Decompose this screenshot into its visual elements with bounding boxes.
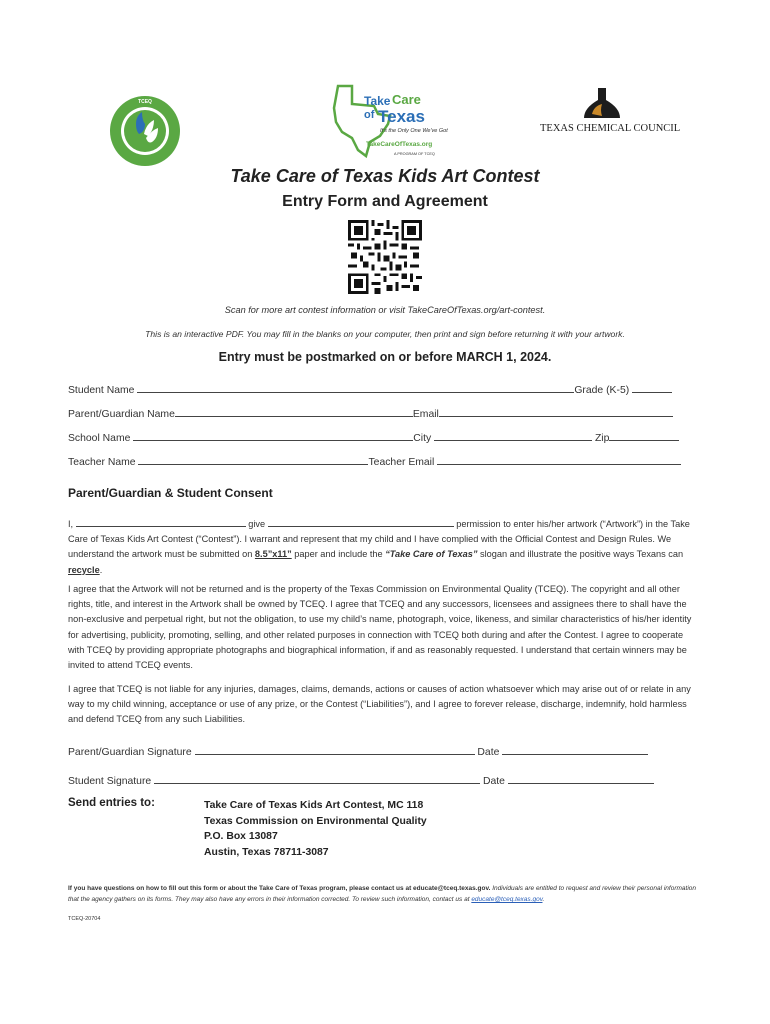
grade-field[interactable]	[632, 382, 672, 393]
consent-i: I,	[68, 519, 74, 529]
student-name-label: Student Name	[68, 385, 135, 396]
recycle-theme: recycle	[68, 564, 100, 575]
parent-signature-field[interactable]	[195, 744, 475, 755]
student-date-label: Date	[482, 776, 505, 787]
send-entries-label: Send entries to:	[68, 797, 155, 809]
parent-info-row	[68, 406, 673, 420]
grade-label: Grade (K-5)	[574, 385, 630, 396]
parent-consent-name-field[interactable]	[76, 516, 246, 527]
paper-size: 8.5”x11”	[254, 549, 292, 560]
footer-privacy: Individuals are entitled to request and review their personal information that the agency gathers on its forms. They may also have any errors in their information corrected. To review such information, contact us at	[68, 885, 697, 903]
tcot-of: of	[364, 109, 375, 121]
consent-paragraph-3: I agree that TCEQ is not liable for any injuries, damages, claims, demands, actions or causes of action whatsoever which may arise out of or relate in any way to my child winning, acceptance or use of any prize, or the Contest (“Liabilities”), and I agree to forever release, discharge, indemnify, hold harmless and defend TCEQ from any such Liabilities.	[68, 684, 691, 725]
take-care-of-texas-logo	[330, 80, 460, 160]
deadline-notice: Entry must be postmarked on or before MARCH 1, 2024.	[218, 350, 552, 364]
student-info-row	[68, 382, 672, 396]
tcot-take: Take	[364, 94, 391, 108]
page-subtitle: Entry Form and Agreement	[282, 193, 488, 210]
school-info-row	[68, 430, 679, 444]
consent-text-d: .	[99, 564, 103, 575]
interactive-pdf-note: This is an interactive PDF. You may fill in the blanks on your computer, then print and sign before returning it with your artwork.	[145, 329, 625, 339]
consent-paragraph-2: I agree that the Artwork will not be returned and is the property of the Texas Commission on Environmental Quality (TCEQ). The copyright and all other rights, title, and interest in the Artwork shall be owned by TCEQ. I agree that TCEQ and any successors, licensees and assignees there to shall have the non-exclusive and perpetual right, but not the obligation, to use my child’s name, photograph, voice, likeness, and similar characteristics of his/her identity for advertising, publicity, promoting, selling, and other related purposes in connection with TCEQ both during and after the Contest. I agree to cooperate with TCEQ by providing appropriate photographs and biographical information, if and as reasonably requested. I understand that certain winners may be invited to attend TCEQ events.	[68, 584, 692, 671]
tcot-url: TakeCareOfTexas.org	[366, 141, 433, 148]
student-signature-label: Student Signature	[68, 776, 152, 787]
teacher-info-row	[68, 454, 681, 468]
school-name-field[interactable]	[133, 430, 413, 441]
consent-text-b: paper and include the	[291, 549, 386, 560]
qr-code[interactable]	[348, 220, 422, 294]
zip-label: Zip	[594, 433, 610, 444]
parent-signature-label: Parent/Guardian Signature	[68, 747, 192, 758]
mailing-address	[204, 798, 427, 860]
consent-give: give	[248, 519, 266, 529]
student-signature-field[interactable]	[154, 773, 480, 784]
student-name-field[interactable]	[137, 382, 574, 393]
tceq-ring-text: TCEQ	[138, 99, 152, 105]
parent-name-field[interactable]	[175, 406, 413, 417]
tcot-care: Care	[392, 92, 421, 107]
student-signature-row	[68, 773, 654, 787]
texas-chemical-council-logo	[540, 86, 690, 136]
email-field[interactable]	[439, 406, 673, 417]
footer-email-link[interactable]: educate@tceq.texas.gov	[471, 896, 543, 903]
footer-note	[68, 883, 708, 905]
tcot-texas: Texas	[378, 107, 425, 126]
tcot-program: A PROGRAM OF TCEQ	[394, 152, 435, 156]
form-code: TCEQ-20704	[68, 916, 101, 922]
address-line-3: P.O. Box 13087	[204, 831, 278, 842]
parent-signature-row	[68, 744, 648, 758]
parent-name-label: Parent/Guardian Name	[68, 409, 175, 420]
parent-date-field[interactable]	[502, 744, 648, 755]
slogan: “Take Care of Texas”	[385, 549, 478, 560]
child-consent-name-field[interactable]	[268, 516, 454, 527]
address-line-4: Austin, Texas 78711-3087	[204, 846, 329, 858]
consent-text-a: permission to enter his/her artwork (“Artwork”) in the Take Care of Texas Kids Art Contest (“Contest”). I warrant and represent that my child and I have complied with the Official Contest and Design Rules. We understand the artwork must be submitted on	[68, 519, 690, 560]
scan-instructions: Scan for more art contest information or visit TakeCareOfTexas.org/art-contest.	[224, 305, 546, 315]
consent-paragraph-1	[68, 516, 700, 578]
school-name-label: School Name	[68, 433, 131, 444]
student-date-field[interactable]	[508, 773, 654, 784]
email-label: Email	[412, 409, 439, 420]
tcc-name: TEXAS CHEMICAL COUNCIL	[540, 123, 681, 134]
address-line-2: Texas Commission on Environmental Quality	[204, 815, 427, 827]
tceq-logo	[108, 94, 182, 168]
city-field[interactable]	[434, 430, 592, 441]
parent-date-label: Date	[477, 747, 500, 758]
zip-field[interactable]	[609, 430, 679, 441]
footer-contact: If you have questions on how to fill out this form or about the Take Care of Texas program, please contact us at educate@tceq.texas.gov.	[68, 885, 491, 892]
teacher-email-field[interactable]	[437, 454, 681, 465]
address-line-1: Take Care of Texas Kids Art Contest, MC 118	[204, 800, 424, 811]
footer-end: .	[542, 896, 545, 903]
teacher-name-field[interactable]	[138, 454, 368, 465]
consent-text-c: slogan and illustrate the positive ways Texans can	[477, 549, 684, 560]
city-label: City	[413, 433, 432, 444]
consent-heading: Parent/Guardian & Student Consent	[68, 486, 273, 500]
teacher-name-label: Teacher Name	[68, 457, 136, 468]
tcot-tagline: It's the Only One We've Got	[380, 128, 448, 134]
page-title: Take Care of Texas Kids Art Contest	[230, 166, 540, 186]
teacher-email-label: Teacher Email	[368, 457, 435, 468]
